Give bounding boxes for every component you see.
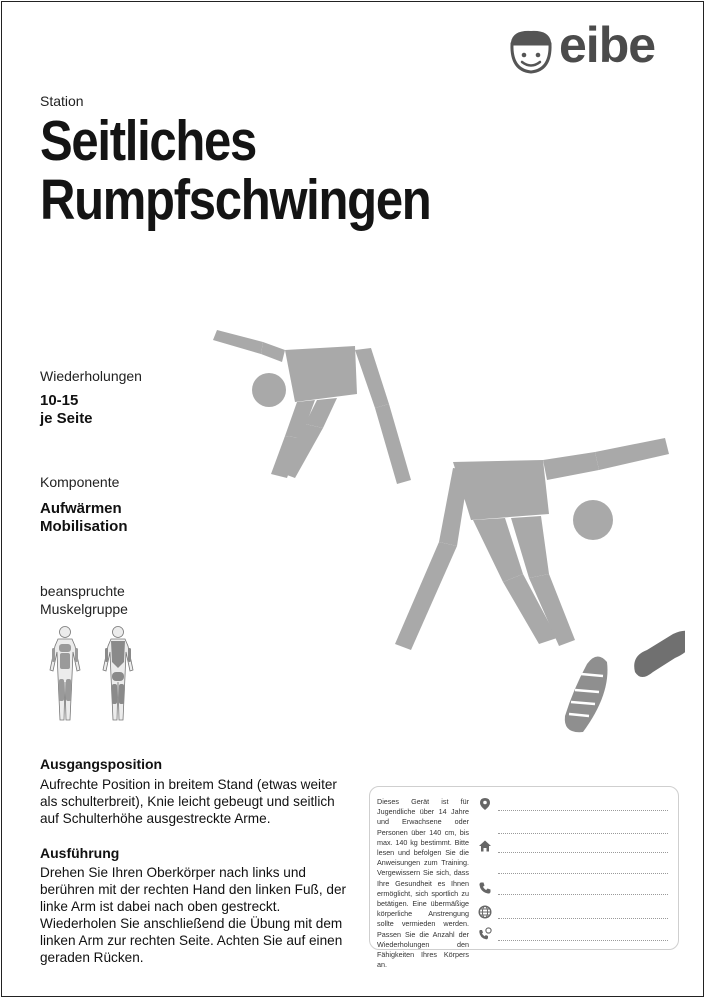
- title-line: Seitliches: [40, 109, 256, 173]
- title-line: Rumpfschwingen: [40, 168, 431, 232]
- dotted-line: [498, 852, 668, 853]
- location-row: [478, 795, 670, 815]
- chat-phone-icon: [478, 927, 492, 941]
- brand-logo: [505, 17, 680, 80]
- component-line: Mobilisation: [40, 518, 128, 535]
- component-line: Aufwärmen: [40, 500, 122, 517]
- location-pin-icon: [478, 797, 492, 811]
- dotted-line: [498, 940, 668, 941]
- body-front-icon: [50, 627, 80, 721]
- phone-row: [478, 879, 670, 899]
- page-title: [40, 109, 431, 232]
- execution-heading: Ausführung: [40, 845, 120, 861]
- brand-name: eibe: [559, 17, 656, 73]
- muscle-label: [40, 582, 128, 618]
- home-row: [478, 837, 670, 857]
- brand-face-icon: [505, 26, 557, 78]
- safety-info-box: [369, 786, 679, 970]
- emergency-row: [478, 925, 670, 945]
- web-row: [478, 903, 670, 923]
- dotted-line: [498, 833, 668, 834]
- shoe-print-icon: [565, 656, 608, 732]
- reps-line: 10-15: [40, 392, 79, 409]
- component-value: [40, 500, 128, 536]
- station-kicker: Station: [40, 93, 84, 109]
- reps-label: Wiederholungen: [40, 368, 142, 384]
- dotted-line: [498, 810, 668, 811]
- home-icon: [478, 839, 492, 853]
- component-label: Komponente: [40, 474, 120, 490]
- muscle-label-line: beanspruchte: [40, 583, 125, 599]
- reps-line: je Seite: [40, 410, 93, 427]
- dotted-line: [498, 873, 668, 874]
- execution-text: Drehen Sie Ihren Oberkörper nach links und berühren mit der rechten Hand den linken Fuß, der linke Arm ist dabei nach oben gestreckt. Wiederholen Sie anschließend die Übung mit dem linken Arm zur rechten Seite. Achten Sie auf einen geraden Rücken.: [40, 865, 347, 965]
- foot-print-icon: [634, 631, 685, 677]
- reps-value: [40, 392, 93, 428]
- muscle-label-line: Muskelgruppe: [40, 601, 128, 617]
- start-position-text: Aufrechte Position in breitem Stand (etwas weiter als schulterbreit), Knie leicht gebeugt und seitlich auf Schulterhöhe ausgestreckte Arme.: [40, 777, 337, 826]
- safety-text: Dieses Gerät ist für Jugendliche über 14 Jahre und Erwachsene oder Personen über 140 cm, bis max. 140 kg bestimmt. Bitte lesen und befolgen Sie die Anweisungen zum Training. Vergewissern Sie sich, dass Ihre Gesundheit es Ihnen ermöglicht, sich sportlich zu betätigen. Eine übermäßige körperliche Anstrengung sollte vermieden werden. Passen Sie die Anzahl der Wiederholungen den Fähigkeiten Ihres Körpers an.: [377, 797, 469, 970]
- globe-icon: [478, 905, 492, 919]
- dotted-line: [498, 918, 668, 919]
- figure-one-icon: [213, 330, 411, 484]
- muscle-group-diagram: [38, 624, 148, 724]
- phone-icon: [478, 881, 492, 895]
- figure-two-icon: [395, 438, 669, 650]
- dotted-line: [498, 894, 668, 895]
- exercise-illustration: [205, 320, 685, 740]
- start-position-heading: Ausgangsposition: [40, 756, 163, 772]
